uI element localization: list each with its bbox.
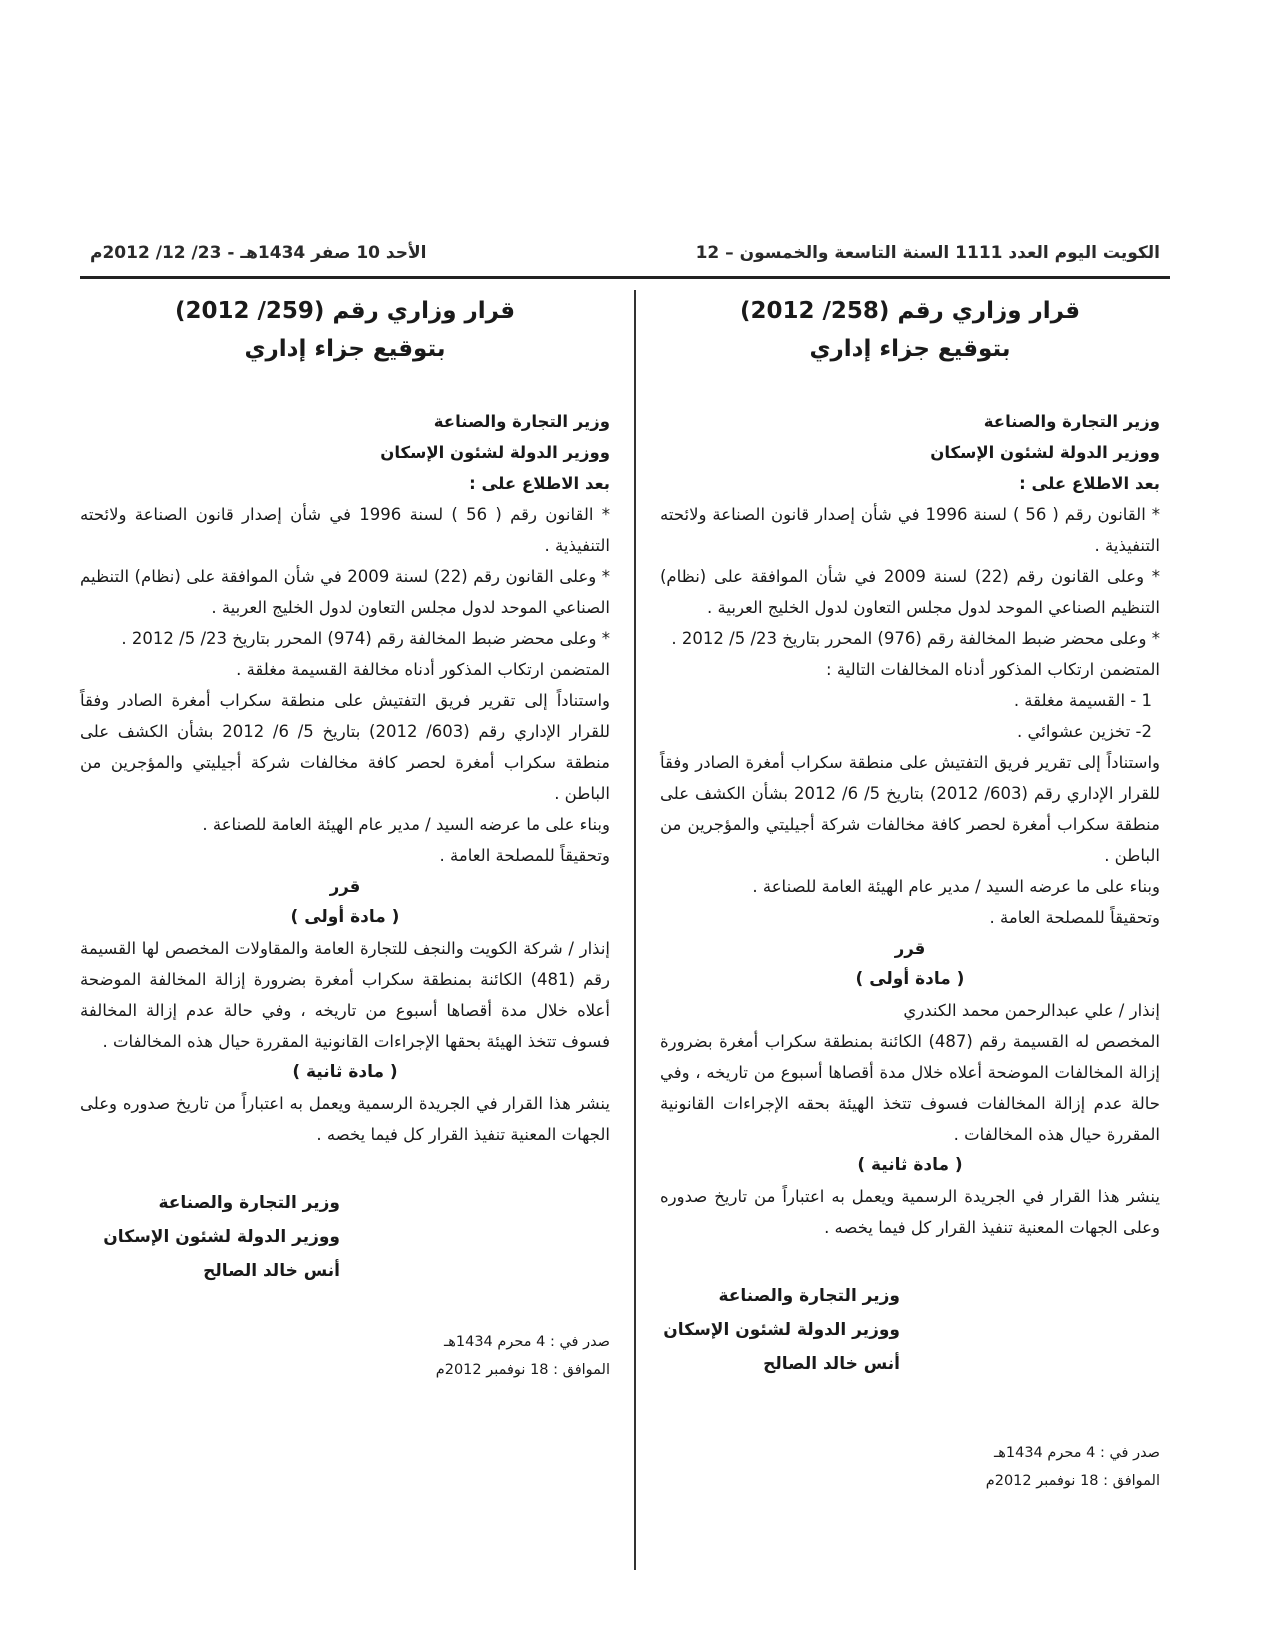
signature-line: وزير التجارة والصناعة	[718, 1286, 900, 1306]
article-2-heading: ( مادة ثانية )	[857, 1155, 963, 1175]
body-paragraph: واستناداً إلى تقرير فريق التفتيش على منطقة سكراب أمغرة الصادر وفقاً للقرار الإداري رقم (603/ 2012) بتاريخ 5/ 6/ 2012 بشأن الكشف على منطقة سكراب أمغرة لحصر كافة مخالفات شركة أجيليتي والمؤجرين من الباطن .	[80, 691, 610, 803]
signature-block	[80, 1186, 340, 1288]
authority-line: وزير التجارة والصناعة	[433, 412, 610, 431]
violations-intro: المتضمن ارتكاب المذكور أدناه المخالفات التالية :	[826, 660, 1160, 679]
column-divider	[634, 290, 636, 1570]
preamble-item: * وعلى محضر ضبط المخالفة رقم (974) المحرر بتاريخ 23/ 5/ 2012 .	[121, 629, 610, 648]
page-header	[90, 238, 1160, 268]
signature-block	[660, 1279, 900, 1381]
signature-line: ووزير الدولة لشئون الإسكان	[663, 1320, 900, 1340]
after-review: بعد الاطلاع على :	[1019, 474, 1160, 493]
issued-date-gregorian: الموافق : 18 نوفمبر 2012م	[435, 1362, 610, 1378]
issued-date-hijri: صدر في : 4 محرم 1434هـ	[443, 1334, 610, 1350]
authority-line: وزير التجارة والصناعة	[983, 412, 1160, 431]
article-2-text: ينشر هذا القرار في الجريدة الرسمية ويعمل به اعتباراً من تاريخ صدوره وعلى الجهات المعنية تنفيذ القرار كل فيما يخصه .	[660, 1187, 1160, 1237]
article-1-heading: ( مادة أولى )	[855, 969, 965, 989]
preamble-item: * القانون رقم ( 56 ) لسنة 1996 في شأن إصدار قانون الصناعة ولائحته التنفيذية .	[660, 505, 1160, 555]
article-1-text: المخصص له القسيمة رقم (487) الكائنة بمنطقة سكراب أمغرة بضرورة إزالة المخالفات الموضحة أعلاه خلال مدة أقصاها أسبوع من تاريخه ، وفي حالة عدم إزالة المخالفات فسوف تتخذ الهيئة بحقه الإجراءات القانونية المقررة حيال هذه المخالفات .	[660, 1032, 1161, 1144]
body-paragraph: وتحقيقاً للمصلحة العامة .	[989, 908, 1160, 927]
body-paragraph: واستناداً إلى تقرير فريق التفتيش على منطقة سكراب أمغرة الصادر وفقاً للقرار الإداري رقم (603/ 2012) بتاريخ 5/ 6/ 2012 بشأن الكشف على منطقة سكراب أمغرة لحصر كافة مخالفات شركة أجيليتي والمؤجرين من الباطن .	[660, 753, 1161, 865]
decision-subtitle: بتوقيع جزاء إداري	[244, 336, 446, 362]
decision-title: قرار وزاري رقم (259/ 2012)	[174, 298, 516, 324]
decision-259-column	[80, 292, 610, 1384]
article-1-heading: ( مادة أولى )	[290, 907, 400, 927]
violation-item: 2- تخزين عشوائي .	[1017, 722, 1152, 741]
after-review: بعد الاطلاع على :	[469, 474, 610, 493]
preamble-item: * وعلى القانون رقم (22) لسنة 2009 في شأن الموافقة على (نظام) التنظيم الصناعي الموحد لدول مجلس التعاون لدول الخليج العربية .	[80, 567, 610, 617]
article-1-line: إنذار / علي عبدالرحمن محمد الكندري	[903, 1001, 1160, 1020]
authority-line: ووزير الدولة لشئون الإسكان	[380, 443, 610, 462]
header-issue-info: الكويت اليوم العدد 1111 السنة التاسعة والخمسون – 12	[695, 243, 1160, 263]
decision-subtitle: بتوقيع جزاء إداري	[809, 336, 1011, 362]
decided-heading: قرر	[894, 939, 926, 958]
authority-line: ووزير الدولة لشئون الإسكان	[930, 443, 1160, 462]
preamble-item: * وعلى القانون رقم (22) لسنة 2009 في شأن الموافقة على (نظام) التنظيم الصناعي الموحد لدول مجلس التعاون لدول الخليج العربية .	[660, 567, 1161, 617]
signature-line: وزير التجارة والصناعة	[158, 1193, 340, 1213]
decision-258-column	[660, 292, 1160, 1495]
preamble-item: * القانون رقم ( 56 ) لسنة 1996 في شأن إصدار قانون الصناعة ولائحته التنفيذية .	[80, 505, 610, 555]
signature-line: ووزير الدولة لشئون الإسكان	[103, 1227, 340, 1247]
body-paragraph: وبناء على ما عرضه السيد / مدير عام الهيئة العامة للصناعة .	[202, 815, 610, 834]
issued-block	[80, 1328, 610, 1384]
article-1-text: إنذار / شركة الكويت والنجف للتجارة العامة والمقاولات المخصص لها القسيمة رقم (481) الكائنة بمنطقة سكراب أمغرة بضرورة إزالة المخالفة الموضحة أعلاه خلال مدة أقصاها أسبوع من تاريخه ، وفي حالة عدم إزالة المخالفة فسوف تتخذ الهيئة بحقها الإجراءات القانونية المقررة حيال هذه المخالفات .	[80, 939, 610, 1051]
decided-heading: قرر	[329, 877, 361, 896]
article-2-text: ينشر هذا القرار في الجريدة الرسمية ويعمل به اعتباراً من تاريخ صدوره وعلى الجهات المعنية تنفيذ القرار كل فيما يخصه .	[80, 1094, 610, 1144]
header-date: الأحد 10 صفر 1434هـ - 23/ 12/ 2012م	[90, 243, 427, 263]
article-2-heading: ( مادة ثانية )	[292, 1062, 398, 1082]
signatory-name: أنس خالد الصالح	[763, 1354, 900, 1374]
preamble-item: * وعلى محضر ضبط المخالفة رقم (976) المحرر بتاريخ 23/ 5/ 2012 .	[671, 629, 1160, 648]
header-rule	[80, 276, 1170, 279]
issued-date-gregorian: الموافق : 18 نوفمبر 2012م	[985, 1473, 1160, 1489]
body-paragraph: وبناء على ما عرضه السيد / مدير عام الهيئة العامة للصناعة .	[752, 877, 1160, 896]
violations-intro: المتضمن ارتكاب المذكور أدناه مخالفة القسيمة مغلقة .	[236, 660, 610, 679]
violation-item: 1 - القسيمة مغلقة .	[1013, 691, 1152, 710]
issued-block	[660, 1439, 1160, 1495]
body-paragraph: وتحقيقاً للمصلحة العامة .	[439, 846, 610, 865]
signatory-name: أنس خالد الصالح	[203, 1261, 340, 1281]
decision-title: قرار وزاري رقم (258/ 2012)	[739, 298, 1081, 324]
issued-date-hijri: صدر في : 4 محرم 1434هـ	[993, 1445, 1160, 1461]
